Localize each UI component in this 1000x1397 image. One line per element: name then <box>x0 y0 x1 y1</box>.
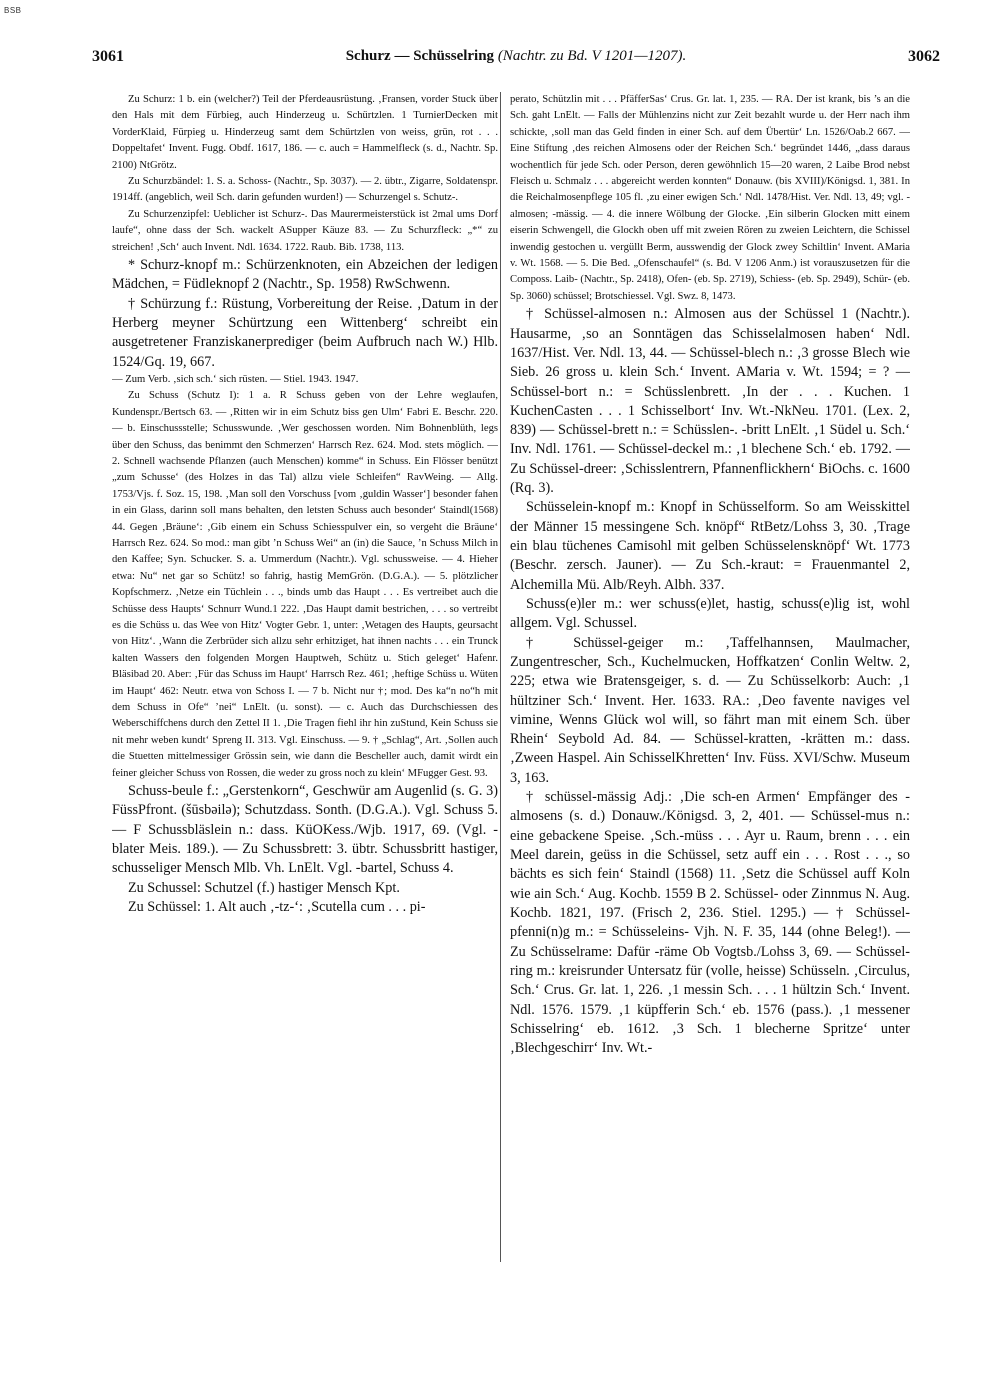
library-stamp: BSB <box>4 6 22 15</box>
dictionary-entry: * Schurz-knopf m.: Schürzenknoten, ein Abzeichen der ledigen Mädchen, = Füdleknopf 2 (Nachtr., Sp. 1958) RwSchwenn. <box>112 257 498 293</box>
page-number-right: 3062 <box>908 48 940 65</box>
right-column <box>510 92 910 1362</box>
dictionary-entry: Zu Schurz: 1 b. ein (welcher?) Teil der Pferdeausrüstung. ‚Fransen, vorder Stuck über den Hals mit dem Fürbieg, auch Hinderzeug u. Schürtzlen. 1 TurnierDecken mit VorderKlaid, Fürpieg u. Hinderzeug samt dem Schürtzlen von weiss, grün, rot . . . Doppeltafet‘ Invent. Fugg. Obdf. 1617, 186. — c. auch = Hammelfleck (s. d., Nachtr. Sp. 2100) NtGrötz. <box>112 94 498 171</box>
dictionary-entry: Zu Schuss (Schutz I): 1 a. R Schuss geben von der Lehre weglaufen, Kundenspr./Bertsch 63. — ‚Ritten wir in eim Schutz biss gen Ulm‘ Fabri E. Beschr. 220. — b. Einschussstelle; Schusswunde. ‚Wer geschossen worden. Nim Bohnenblüth, legs über den Schuss, das benimmt den Schmerzen‘ Harrsch Rez. 624. Mod. stets möglich. — 2. Schnell wachsende Pflanzen (auch Menschen) komme“ in Schuss. Ein Flösser benützt „zum Schusse‘ (des Holzes in das Tal) allzu viele Schleifen“ RavWeing. — Allg. 1753/Vjs. f. Soz. 15, 198. ‚Man soll den Vorschuss [vom ‚guldin Wasser‘] besonder fahen in ein Glass, darinn soll mans behalten, den letsten Schuss auch besonder‘ Staindl(1568) 44. Gegen ‚Bräune‘: ‚Gib einem ein Schuss Schiesspulver ein, so vergeht die Bräune‘ Harrsch Rez. 624. So mod.: man gibt ’n Schuss Wei“ an (in) die Sauce, ’n Schuss Milch in den Kaffee; Syn. Schucker. S. a. Ummerdum (Nachtr.). Vgl. schussweise. — 4. Hieher etwa: Nu“ net gar so Schütz! so fahrig, hastig MemGrön. (D.G.A.). — 5. plötzlicher Kopfschmerz. ‚Netze ein Tüchlein . . ., binds umb das Haupt . . . Es vertreibet auch die Schüsse dess Haupts‘ Schnurr Wund.1 222. ‚Das Haupt damit bestrichen, . . . so vertreibt es die Schüss u. das Wee von Hitz‘ Vogter Gebr. 1, unter: ‚Wetagen des Haupts, geursacht von Hitz‘. ‚Wann die Zerbrüder sich allzu sehr erhitziget, hat ihnen nachts . . . ein Trunck kalten Wassers den folgenden Morgen Hauptweh, Schütz u. Stich geleget‘ Hafenr. Bläsibad 20. Aber: ‚Für das Schuss im Haupt‘ Harrsch Rez. 461; ‚heftige Schüss u. Wüten im Haupt‘ 462: Neutr. etwa von Schoss I. — 7 b. Nicht nur †; mod. Des ka“n no“h mit dem Schuss in Ofe“ ’nei“ LnElt. (u. sonst). — c. Auch das Durchschiessen des Weberschiffchens durch den Zettel II 1. ‚Die Tragen fiehl ihr hin zuStund, Kein Schuss sie nit mehr weben kundt‘ Spreng II. 313. Vgl. Einschuss. — 9. † „Schlag“, Art. ‚Sollen auch die Stuetten mittelmessiger Grössin sein, wie dann die Bescheller auch, damit wirdt ein feiner gleicher Schuss von Rossen, die weder zu gross noch zu klein‘ MFugger Gest. 93. <box>112 390 498 779</box>
dictionary-entry: Zu Schussel: Schutzel (f.) hastiger Mensch Kpt. <box>128 879 400 896</box>
dictionary-entry: † Schürzung f.: Rüstung, Vorbereitung der Reise. ‚Datum in der Herberg meyner Schürtzung een Wittenberg‘ schreibt ein ausgetretener Franziskanerprediger (beim Aufbruch nach W.) Hlb. 1524/Gq. 19, 667. <box>112 295 498 370</box>
running-title <box>92 48 940 65</box>
running-title-sub: (Nachtr. zu Bd. V 1201—1207). <box>497 48 687 64</box>
dictionary-entry: † Schüssel-almosen n.: Almosen aus der Schüssel 1 (Nachtr.). Hausarme, ‚so an Sonntägen das Schisselalmosen haben‘ Ndl. 1637/Hist. Ver. Ndl. 13, 44. — Schüssel-blech n.: ‚3 grosse Blech wie Sieb. 26 gross u. klein Sch.‘ Invent. AMaria v. Wt. 1594; = ? — Schüssel-bort n.: = Schüsslenbrett. ‚In der . . . Kuchen. 1 KuchenCasten . . . 1 Schisselbort‘ Inv. Wt.-NkNeu. 1701. (Lex. 2, 839) — Schüssel-brett n.: = Schüsslen-. -britt LnElt. ‚1 Südel u. Sch.‘ Inv. Ndl. 1761. — Schüssel-deckel m.: ‚1 blechene Sch.‘ eb. 1792. — Zu Schüssel-dreer: ‚Schisslentrern, Pfannenflickhern‘ BiOchs. c. 1600 (Rq. 3). <box>510 306 910 497</box>
page-header <box>92 48 940 70</box>
dictionary-entry: — Zum Verb. ‚sich sch.‘ sich rüsten. — Stiel. 1943. 1947. <box>112 373 359 385</box>
dictionary-entry: Zu Schüssel: 1. Alt auch ‚-tz-‘: ‚Scutella cum . . . pi- <box>128 898 426 915</box>
dictionary-entry: Schüsselein-knopf m.: Knopf in Schüsselform. So am Weisskittel der Männer 15 messingene Sch. knöpf“ RtBetz/Lohss 3, 30. ‚Trage ein blau tüchenes Camisohl mit gelben Schüsselensknöpf‘ Wt. 1773 (Beschr. zersch. Jauner). — Zu Sch.-kraut: = Frauenmantel 2, Alchemilla Mü. Alb/Reyh. Albh. 337. <box>510 499 910 593</box>
running-title-main: Schurz — Schüsselring <box>345 48 495 64</box>
page-number-left: 3061 <box>92 48 124 65</box>
dictionary-entry: Zu Schurzbändel: 1. S. a. Schoss- (Nachtr., Sp. 3037). — 2. übtr., Zigarre, Soldatenspr. 1914ff. (angeblich, weil Sch. darin gefunden wurden!) — Schurzengel s. Schutz-. <box>112 176 498 204</box>
dictionary-entry: Schuss-beule f.: „Gerstenkorn“, Geschwür am Augenlid (s. G. 3) FüssPfront. (šūsbəilə); Schutzdass. Sonth. (D.G.A.). Vgl. Schuss 5. — F Schussbläslein n.: dass. KüOKess./Wjb. 1917, 69. (Vgl. -blater Meis. 189.). — Zu Schussbrett: 3. übtr. Schussbritt hastiger, schusseliger Mensch Mlb. Vh. LnElt. Vgl. -bartel, Schuss 4. <box>112 783 498 877</box>
dictionary-entry: † Schüssel-geiger m.: ‚Taffelhannsen, Maulmacher, Zungentrescher, Sch., Kuchelmucken, Hoffkatzen‘ Conlin Weltw. 2, 225; etwa wie Bratensgeiger, s. d. — Zu Schüsselkorb: Auch: ‚1 hültziner Sch.‘ Invent. Her. 1633. RA.: ‚Deo favente naviges vel vimine, Wenns Glück wol will, so fährt man mit einem Sch. über Rhein‘ Seybold Ad. 84. — Schüssel-kratten, -krätten m.: dass. ‚Zween Haspel. Ain SchisselKhretten‘ Inv. Füss. XVI/Schw. Museum 3, 163. <box>510 634 910 786</box>
dictionary-entry: Schuss(e)ler m.: wer schuss(e)let, hastig, schuss(e)lig ist, wohl allgem. Vgl. Schussel. <box>510 595 910 632</box>
dictionary-entry: † schüssel-mässig Adj.: ‚Die sch-en Armen‘ Empfänger des -almosens (s. d.) Donauw./Königsd. 3, 2, 401. — Schüssel-mus n.: eine gebackene Speise. ‚Sch.-müss . . . Ayr u. Raum, brenn . . . ein Meel darein, geüss in die Schüssel, setz auff ein . . . Rost . . ., so bächts es sich fein‘ Staindl (1568) 11. ‚Setz die Schüssel auff Koln wie ain Sch.‘ Aug. Kochb. 1559 B 2. Schüssel- oder Zinnmus N. Aug. Kochb. 1821, 197. (Frisch 2, 236. Stiel. 1295.) — † Schüssel-pfenni(n)g m.: = Schüsseleins- Vjh. N. F. 35, 144 (ohne Beleg!). — Zu Schüsselrame: Dafür -räme Ob Vogtsb./Lohss 3, 69. — Schüssel-ring m.: kreisrunder Untersatz für (volle, heisse) Schüsseln. ‚Circulus, Sch.‘ Crus. Gr. lat. 1, 226. ‚1 messin Sch. . . . 1 hültzin Sch.‘ Invent. Ndl. 1576. 1579. ‚1 küpfferin Sch.‘ eb. 1576 (pass.). ‚1 messener Schisselring‘ eb. 1612. ‚3 Sch. 1 blecherne Spritze‘ unter ‚Blechgeschirr‘ Inv. Wt.- <box>510 789 910 1057</box>
left-column <box>112 92 498 1362</box>
column-divider <box>500 92 501 1262</box>
dictionary-entry: Zu Schurzenzipfel: Ueblicher ist Schurz-. Das Maurermeisterstück ist 2mal ums Dorf laufe“, ohne dass der Sch. wackelt ASupper Käuze 83. — Zu Schurzfleck: „*“ zu streichen! ‚Sch‘ auch Invent. Ndl. 1634. 1722. Raub. Bib. 1738, 113. <box>112 208 498 253</box>
dictionary-entry: perato, Schützlin mit . . . PfäfferSas‘ Crus. Gr. lat. 1, 235. — RA. Der ist krank, bis ’s an die Sch. gaht LnElt. — Falls der Mühlenzins nicht zur Zeit bezahlt wurde u. der Herr nach ihm schickte, ‚soll man das Geld finden in einer Sch. auf dem Übertür‘ Ln. 1526/Oab.2 667. — Eine Stiftung ‚des reichen Almosens oder der Reichen Sch.‘ begründet 1446, „dass daraus wochentlich für jede Sch. oder Person, deren gewöhnlich 15—20 waren, 2 Laibe Brod nebst Fleisch u. Schmalz . . . abgereicht werden konnten“ Donauw. (bis XVIII)/Königsd. 1, 381. In die Reichalmosenpflege 105 fl. ‚zu einer ewigen Sch.‘ Ndl. 1478/Hist. Ver. Ndl. 13, 49; vgl. -almosen; -mässig. — 4. die innere Wölbung der Glocke. ‚Ein silberin Glocken mitt einem eiserin Schwengell, die Glockh oben uff mit zweien Rören zu zweien Leichtern, die Schissel inwendig gestochen u. vergüllt Berm, ausswendig der Glock zwey Schiltlin‘ Invent. AMaria v. Wt. 1568. — 5. Die Bed. „Ofenschaufel“ (s. Bd. V 1206 Anm.) ist vorauszusetzen für die Composs. Laib- (Nachtr., Sp. 2418), Ofen- (eb. Sp. 2719), Schiess- (eb. Sp. 2949), Schür- (eb. Sp. 3060) schüssel; Brotschiessel. Vgl. Swz. 8, 1473. <box>510 94 910 302</box>
